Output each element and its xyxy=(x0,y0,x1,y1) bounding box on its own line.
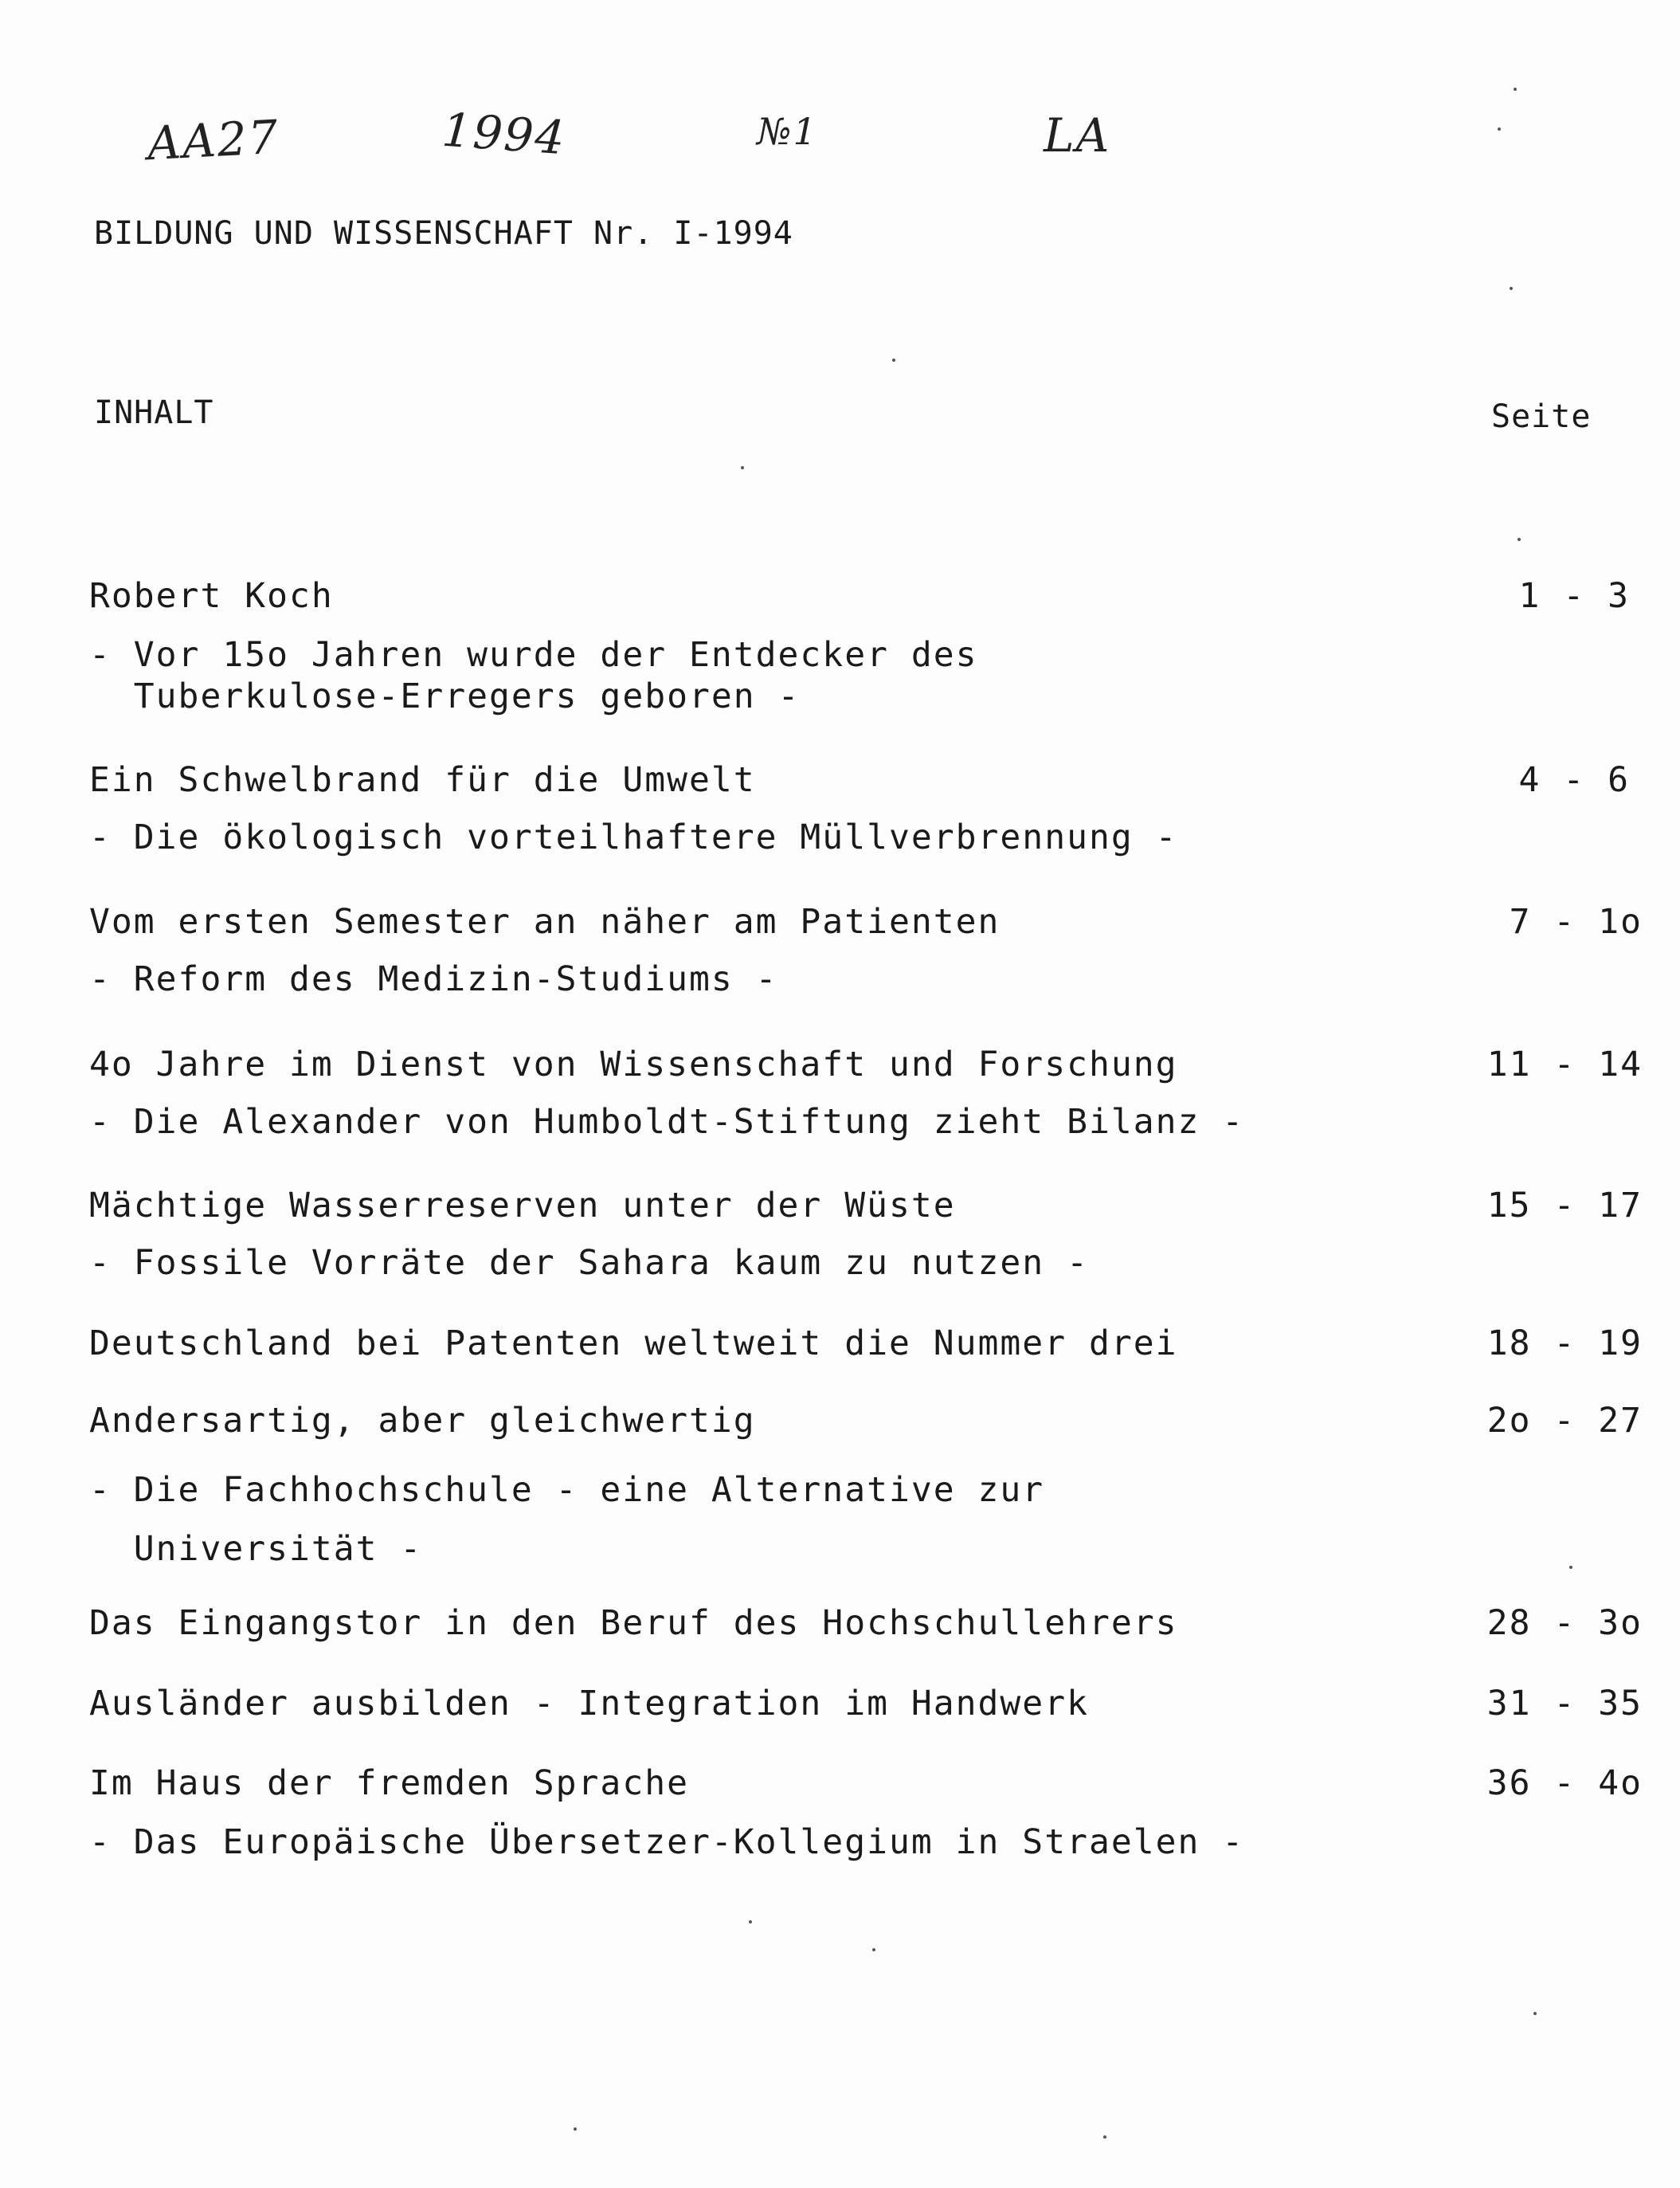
toc-entry-pages: 18 - 19 xyxy=(1486,1323,1643,1363)
toc-entry-pages: 36 - 4o xyxy=(1486,1763,1643,1803)
toc-entry xyxy=(89,1602,1643,1644)
toc-entry xyxy=(89,1400,1643,1578)
scan-speck xyxy=(892,359,895,362)
toc-entry-subtitle: - Fossile Vorräte der Sahara kaum zu nutzen - xyxy=(89,1243,1089,1283)
toc-entry-pages: 28 - 3o xyxy=(1486,1603,1643,1643)
toc-entry-subtitle: - Reform des Medizin-Studiums - xyxy=(89,959,778,999)
toc-entry xyxy=(89,1323,1643,1364)
toc-entry-title: 4o Jahre im Dienst von Wissenschaft und Forschung xyxy=(89,1045,1178,1084)
toc-entry-subtitle: - Die Fachhochschule - eine Alternative zur Universität - xyxy=(89,1470,1045,1569)
scan-speck xyxy=(1510,287,1513,290)
toc-entry xyxy=(89,901,1643,1000)
toc-entry-subtitle: - Vor 15o Jahren wurde der Entdecker des Tuberkulose-Erregers geboren - xyxy=(89,635,978,716)
handwritten-annotations xyxy=(0,104,1680,175)
toc-entry-title: Robert Koch xyxy=(89,576,334,616)
toc-entry-title: Im Haus der fremden Sprache xyxy=(89,1763,689,1803)
toc-entry-pages: 1 - 3 xyxy=(1518,576,1630,616)
toc-entry xyxy=(89,1683,1643,1724)
scan-speck xyxy=(574,2127,577,2131)
scan-speck xyxy=(1517,538,1521,541)
scan-speck xyxy=(1103,2135,1106,2139)
toc-entry-title: Ausländer ausbilden - Integration im Handwerk xyxy=(89,1684,1089,1723)
handwritten-note: 1994 xyxy=(440,102,568,166)
scan-speck xyxy=(1569,1566,1572,1569)
toc-entry-title: Mächtige Wasserreserven unter der Wüste xyxy=(89,1186,956,1225)
page-column-heading: Seite xyxy=(1491,398,1592,435)
toc-entry xyxy=(89,1763,1643,1863)
scan-speck xyxy=(1514,88,1517,91)
toc-entry-title: Ein Schwelbrand für die Umwelt xyxy=(89,760,756,800)
toc-entry xyxy=(89,575,1643,717)
handwritten-note: AA27 xyxy=(146,109,281,171)
journal-title: BILDUNG UND WISSENSCHAFT Nr. I-1994 xyxy=(94,215,793,252)
toc-entry-pages: 4 - 6 xyxy=(1518,760,1630,800)
toc-entry-subtitle: - Die Alexander von Humboldt-Stiftung zieht Bilanz - xyxy=(89,1102,1245,1142)
toc-entry-subtitle: - Das Europäische Übersetzer-Kollegium in Straelen - xyxy=(89,1822,1245,1862)
scan-speck xyxy=(872,1948,875,1951)
toc-entry xyxy=(89,759,1643,858)
toc-entry-pages: 31 - 35 xyxy=(1486,1684,1643,1723)
toc-entry-pages: 7 - 1o xyxy=(1509,902,1643,942)
toc-entry-title: Vom ersten Semester an näher am Patienten xyxy=(89,902,1001,942)
scan-speck xyxy=(1498,127,1501,131)
toc-entry-subtitle: - Die ökologisch vorteilhaftere Müllverbrennung - xyxy=(89,818,1178,857)
scan-speck xyxy=(749,1920,752,1923)
toc-entry-pages: 15 - 17 xyxy=(1486,1186,1643,1225)
scan-speck xyxy=(1533,2012,1537,2015)
toc-entry xyxy=(89,1185,1643,1284)
toc-entry-title: Deutschland bei Patenten weltweit die Nummer drei xyxy=(89,1323,1178,1363)
toc-entry-pages: 2o - 27 xyxy=(1486,1401,1643,1441)
toc-entry-title: Das Eingangstor in den Beruf des Hochschullehrers xyxy=(89,1603,1178,1643)
scan-speck xyxy=(741,466,744,469)
toc-entry-title: Andersartig, aber gleichwertig xyxy=(89,1401,756,1441)
handwritten-note: LA xyxy=(1044,108,1111,163)
handwritten-note: №1 xyxy=(757,110,818,153)
toc-entry xyxy=(89,1044,1643,1143)
toc-entry-pages: 11 - 14 xyxy=(1486,1045,1643,1084)
contents-heading: INHALT xyxy=(94,394,214,431)
